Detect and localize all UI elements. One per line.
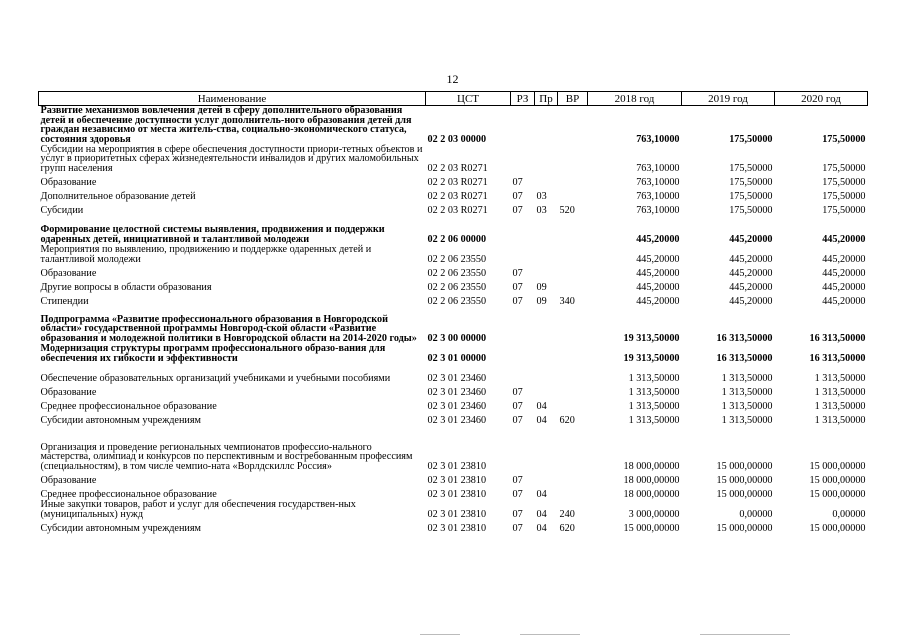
table-row [39, 383, 868, 397]
row-2019: 175,50000 [729, 190, 773, 202]
row-cst: 02 3 01 23460 [427, 400, 487, 412]
row-2019: 445,20000 [729, 281, 773, 293]
row-pr [535, 244, 558, 264]
row-rz [511, 425, 535, 471]
row-2020: 1 313,50000 [814, 372, 866, 384]
row-cst: 02 2 06 00000 [427, 233, 487, 245]
row-vr [558, 397, 588, 411]
row-2018: 15 000,00000 [623, 522, 680, 534]
row-cst: 02 2 06 23550 [427, 281, 487, 293]
table-row [39, 215, 868, 244]
header-name: Наименование [39, 92, 426, 106]
row-name: Стипендии [40, 295, 89, 307]
row-2019: 445,20000 [729, 295, 773, 307]
header-2018: 2018 год [588, 92, 682, 106]
row-2018: 18 000,00000 [623, 474, 680, 486]
row-name: Обеспечение образовательных организаций учебниками и учебными пособиями [40, 372, 391, 384]
row-2019: 175,50000 [729, 162, 773, 174]
row-vr [558, 187, 588, 201]
row-rz [511, 343, 535, 363]
row-cst: 02 2 06 23550 [427, 267, 487, 279]
row-2019: 1 313,50000 [721, 372, 773, 384]
row-2019: 1 313,50000 [721, 414, 773, 426]
row-name: Среднее профессиональное образование [40, 488, 217, 500]
header-vr: ВР [558, 92, 588, 106]
row-rz: 07 [512, 386, 523, 398]
row-rz: 07 [512, 400, 523, 412]
row-2020: 15 000,00000 [809, 474, 866, 486]
row-pr: 03 [536, 204, 547, 216]
row-pr [535, 343, 558, 363]
row-2019: 175,50000 [729, 133, 773, 145]
row-rz: 07 [512, 508, 523, 520]
row-vr [558, 306, 588, 343]
row-name: Другие вопросы в области образования [40, 281, 212, 293]
row-2018: 1 313,50000 [628, 414, 680, 426]
row-vr [558, 144, 588, 173]
row-cst: 02 3 01 23460 [427, 386, 487, 398]
table-row [39, 173, 868, 187]
row-2019: 15 000,00000 [716, 488, 773, 500]
row-2018: 445,20000 [636, 295, 680, 307]
row-vr: 620 [559, 522, 575, 534]
table-header [39, 92, 868, 106]
row-pr [535, 264, 558, 278]
row-name: Образование [40, 267, 97, 279]
scan-artifact [700, 634, 790, 635]
row-rz [511, 144, 535, 173]
row-pr [535, 471, 558, 485]
row-vr [558, 383, 588, 397]
row-2020: 445,20000 [822, 281, 866, 293]
table-row [39, 397, 868, 411]
row-vr: 520 [559, 204, 575, 216]
row-vr [558, 363, 588, 383]
row-rz [511, 363, 535, 383]
row-vr [558, 215, 588, 244]
row-2020: 16 313,50000 [809, 332, 866, 344]
row-pr [535, 106, 558, 145]
row-cst: 02 3 01 23810 [427, 508, 487, 520]
row-name: Субсидии [40, 204, 84, 216]
row-2018: 445,20000 [636, 267, 680, 279]
row-cst: 02 2 03 R0271 [427, 190, 488, 202]
table-row [39, 201, 868, 215]
row-vr: 240 [559, 508, 575, 520]
row-2020: 175,50000 [822, 162, 866, 174]
row-vr [558, 173, 588, 187]
row-cst: 02 2 06 23550 [427, 253, 487, 265]
table-row [39, 306, 868, 343]
page-number: 12 [446, 72, 459, 86]
row-rz: 07 [512, 488, 523, 500]
row-cst: 02 2 03 R0271 [427, 204, 488, 216]
row-pr [535, 173, 558, 187]
row-pr: 04 [536, 414, 547, 426]
row-cst: 02 2 03 00000 [427, 133, 487, 145]
row-pr: 04 [536, 488, 547, 500]
row-2020: 1 313,50000 [814, 386, 866, 398]
row-rz: 07 [512, 204, 523, 216]
row-2018: 763,10000 [636, 190, 680, 202]
row-2018: 763,10000 [636, 133, 680, 145]
row-vr [558, 106, 588, 145]
row-vr [558, 425, 588, 471]
row-rz [511, 306, 535, 343]
table-row [39, 244, 868, 264]
row-name: Образование [40, 474, 97, 486]
scan-artifact [420, 634, 460, 635]
header-2019: 2019 год [682, 92, 775, 106]
row-2018: 445,20000 [636, 253, 680, 265]
row-2020: 0,00000 [832, 508, 866, 520]
table-row [39, 106, 868, 145]
row-pr: 03 [536, 190, 547, 202]
row-vr: 340 [559, 295, 575, 307]
table-row [39, 499, 868, 519]
row-name: Модернизация структуры программ профессионального образо-вания для обеспечения их гибкости и эффективности [40, 343, 386, 364]
row-name: Образование [40, 176, 97, 188]
row-pr: 09 [536, 295, 547, 307]
row-2020: 175,50000 [822, 176, 866, 188]
row-2018: 445,20000 [636, 281, 680, 293]
row-name: Субсидии автономным учреждениям [40, 414, 201, 426]
row-2020: 1 313,50000 [814, 414, 866, 426]
row-rz: 07 [512, 267, 523, 279]
row-2020: 15 000,00000 [809, 488, 866, 500]
row-2020: 175,50000 [822, 133, 866, 145]
table-row [39, 485, 868, 499]
budget-table [38, 91, 868, 533]
row-2018: 763,10000 [636, 176, 680, 188]
row-2020: 445,20000 [822, 295, 866, 307]
row-rz: 07 [512, 190, 523, 202]
row-2020: 445,20000 [822, 233, 866, 245]
row-2019: 15 000,00000 [716, 474, 773, 486]
row-name: Подпрограмма «Развитие профессионального образования в Новгородской области» государственной программы Новгород-ской области «Развитие образования и молодежной политики в Новгородской области на 2014-2020 годы» [40, 313, 417, 344]
row-pr [535, 306, 558, 343]
row-name: Развитие механизмов вовлечения детей в сферу дополнительного образования детей и обеспечение доступности услуг дополнитель-ного образования детей для граждан независимо от места житель-ства, социально-экономического статуса, состояния здоровья [40, 105, 412, 145]
row-2020: 15 000,00000 [809, 460, 866, 472]
row-2020: 445,20000 [822, 267, 866, 279]
row-cst: 02 3 01 23460 [427, 372, 487, 384]
row-vr: 620 [559, 414, 575, 426]
row-pr: 04 [536, 508, 547, 520]
row-2019: 16 313,50000 [716, 332, 773, 344]
row-vr [558, 278, 588, 292]
table-row [39, 519, 868, 533]
row-vr [558, 485, 588, 499]
row-2019: 0,00000 [739, 508, 773, 520]
row-2018: 18 000,00000 [623, 460, 680, 472]
row-rz: 07 [512, 176, 523, 188]
row-2018: 3 000,00000 [628, 508, 680, 520]
row-pr [535, 425, 558, 471]
row-2018: 1 313,50000 [628, 400, 680, 412]
row-cst: 02 3 01 23460 [427, 414, 487, 426]
row-name: Образование [40, 386, 97, 398]
table-row [39, 343, 868, 363]
row-rz: 07 [512, 281, 523, 293]
row-rz [511, 215, 535, 244]
row-2019: 15 000,00000 [716, 522, 773, 534]
row-pr: 04 [536, 522, 547, 534]
row-rz: 07 [512, 522, 523, 534]
row-rz [511, 244, 535, 264]
row-name: Субсидии на мероприятия в сфере обеспечения доступности приори-тетных объектов и услуг в приоритетных сферах жизнедеятельности инвалидов и других маломобильных групп населения [40, 143, 423, 174]
row-2018: 763,10000 [636, 162, 680, 174]
table-row [39, 292, 868, 306]
row-2019: 175,50000 [729, 176, 773, 188]
header-rz: РЗ [511, 92, 535, 106]
row-cst: 02 3 01 23810 [427, 522, 487, 534]
row-2018: 18 000,00000 [623, 488, 680, 500]
row-vr [558, 343, 588, 363]
table-row [39, 411, 868, 425]
row-name: Субсидии автономным учреждениям [40, 522, 201, 534]
header-2020: 2020 год [775, 92, 868, 106]
table-row [39, 363, 868, 383]
row-name: Организация и проведение региональных чемпионатов профессио-нального мастерства, олимпиад и конкурсов по перспективным и востребованным профессиям (специальностям), в том числе чемпио-ната «Ворлдскиллс Россия» [40, 441, 413, 472]
row-cst: 02 3 01 00000 [427, 352, 487, 364]
row-2019: 175,50000 [729, 204, 773, 216]
row-pr [535, 383, 558, 397]
table-row [39, 278, 868, 292]
row-pr [535, 363, 558, 383]
row-2020: 445,20000 [822, 253, 866, 265]
table-row [39, 187, 868, 201]
row-vr [558, 264, 588, 278]
header-cst: ЦСТ [426, 92, 511, 106]
row-rz [511, 106, 535, 145]
table-row [39, 471, 868, 485]
row-2018: 1 313,50000 [628, 372, 680, 384]
table-row [39, 425, 868, 471]
row-2019: 16 313,50000 [716, 352, 773, 364]
row-2018: 445,20000 [636, 233, 680, 245]
row-cst: 02 2 06 23550 [427, 295, 487, 307]
row-rz: 07 [512, 295, 523, 307]
row-2019: 15 000,00000 [716, 460, 773, 472]
row-2019: 1 313,50000 [721, 400, 773, 412]
row-2018: 19 313,50000 [623, 332, 680, 344]
row-vr [558, 244, 588, 264]
row-2018: 763,10000 [636, 204, 680, 216]
scan-artifact [520, 634, 580, 635]
header-pr: Пр [535, 92, 558, 106]
row-cst: 02 2 03 R0271 [427, 162, 488, 174]
row-2020: 175,50000 [822, 204, 866, 216]
row-pr: 09 [536, 281, 547, 293]
row-name: Дополнительное образование детей [40, 190, 196, 202]
table-row [39, 264, 868, 278]
row-2020: 1 313,50000 [814, 400, 866, 412]
row-cst: 02 3 01 23810 [427, 488, 487, 500]
row-pr: 04 [536, 400, 547, 412]
row-2019: 445,20000 [729, 267, 773, 279]
row-2019: 445,20000 [729, 233, 773, 245]
row-name: Формирование целостной системы выявления, продвижения и поддержки одаренных детей, инициативной и талантливой молодежи [40, 224, 385, 245]
row-2020: 16 313,50000 [809, 352, 866, 364]
row-2019: 445,20000 [729, 253, 773, 265]
row-cst: 02 3 01 23810 [427, 474, 487, 486]
row-cst: 02 3 01 23810 [427, 460, 487, 472]
row-vr [558, 471, 588, 485]
row-2020: 15 000,00000 [809, 522, 866, 534]
row-cst: 02 3 00 00000 [427, 332, 487, 344]
row-name: Среднее профессиональное образование [40, 400, 217, 412]
row-rz: 07 [512, 414, 523, 426]
row-name: Иные закупки товаров, работ и услуг для обеспечения государствен-ных (муниципальных) нужд [40, 499, 356, 520]
row-pr [535, 144, 558, 173]
row-2018: 19 313,50000 [623, 352, 680, 364]
row-2020: 175,50000 [822, 190, 866, 202]
row-2019: 1 313,50000 [721, 386, 773, 398]
row-cst: 02 2 03 R0271 [427, 176, 488, 188]
table-row [39, 144, 868, 173]
row-name: Мероприятия по выявлению, продвижению и поддержке одаренных детей и талантливой молодежи [40, 244, 372, 265]
row-2018: 1 313,50000 [628, 386, 680, 398]
row-rz: 07 [512, 474, 523, 486]
row-pr [535, 215, 558, 244]
table-body [39, 106, 868, 534]
